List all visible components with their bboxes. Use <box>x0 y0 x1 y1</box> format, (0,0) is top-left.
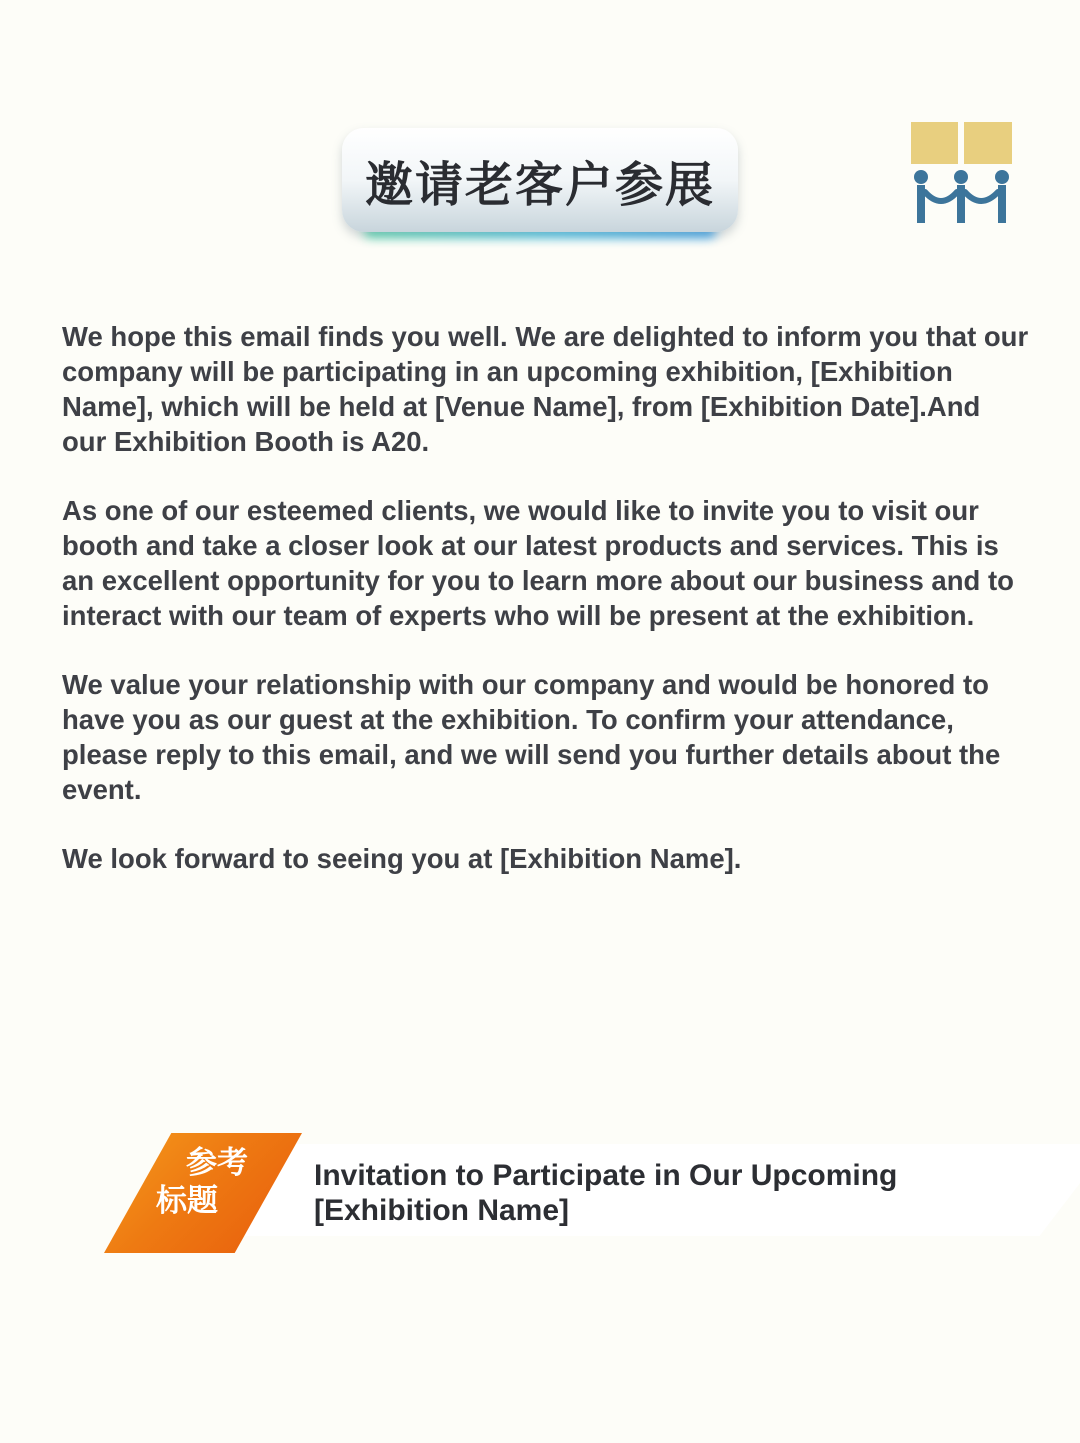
title-pill <box>342 128 738 232</box>
reference-label-line2: 标题 <box>156 1183 218 1219</box>
reference-title-banner <box>100 1130 1030 1256</box>
paragraph-confirmation: We value your relationship with our company and would be honored to have you as our guest at the exhibition. To confirm your attendance, please reply to this email, and we will send you further details about the event. <box>62 669 1001 805</box>
email-body <box>62 319 1030 910</box>
subject-line: Invitation to Participate in Our Upcoming [Exhibition Name] <box>314 1159 898 1227</box>
title-banner <box>342 128 738 248</box>
reference-label-line1: 参考 <box>186 1145 248 1181</box>
page-title: 邀请老客户参展 <box>364 156 715 213</box>
paragraph-intro: We hope this email finds you well. We are delighted to inform you that our company will be participating in an upcoming exhibition, [Exhibition Name], which will be held at [Venue Name], from [Exhibition Date].And our Exhibition Booth is A20. <box>62 321 1029 457</box>
paragraph-closing: We look forward to seeing you at [Exhibition Name]. <box>62 843 742 874</box>
paragraph-invitation: As one of our esteemed clients, we would like to invite you to visit our booth and take a closer look at our latest products and services. This is an excellent opportunity for you to learn more about our business and to interact with our team of experts who will be present at the exhibition. <box>62 495 1014 631</box>
reference-label <box>148 1144 258 1220</box>
exhibition-booth-logo-icon <box>908 122 1014 226</box>
